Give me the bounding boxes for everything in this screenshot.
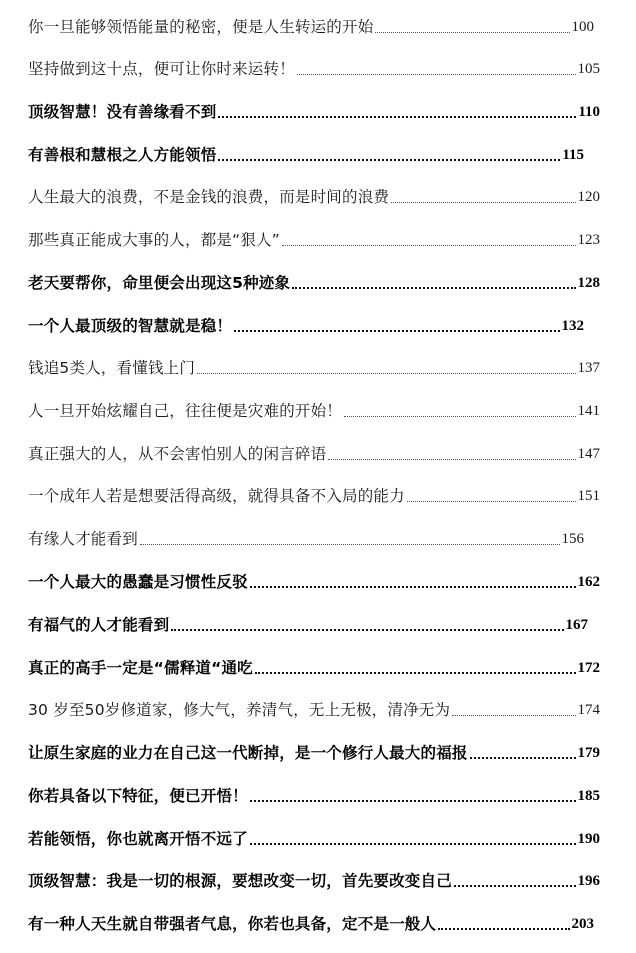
- toc-dot-leader: [344, 416, 575, 417]
- toc-entry-page-number: 190: [577, 831, 600, 847]
- toc-entry[interactable]: [28, 93, 600, 123]
- toc-entry[interactable]: [28, 264, 600, 294]
- toc-dot-leader: [328, 459, 575, 460]
- toc-dot-leader: [470, 757, 576, 759]
- toc-entry[interactable]: [28, 691, 600, 721]
- toc-entry-title: 你一旦能够领悟能量的秘密，便是人生转运的开始: [28, 18, 374, 36]
- toc-entry-page-number: 115: [562, 147, 584, 163]
- toc-dot-leader: [197, 373, 575, 374]
- toc-entry-page-number: 185: [577, 788, 600, 804]
- toc-entry[interactable]: [28, 905, 594, 935]
- toc-entry-page-number: 203: [571, 916, 594, 932]
- toc-dot-leader: [171, 629, 563, 631]
- toc-entry-page-number: 100: [571, 19, 594, 35]
- toc-entry[interactable]: [28, 477, 600, 507]
- toc-dot-leader: [218, 159, 560, 161]
- toc-dot-leader: [250, 586, 576, 588]
- toc-entry[interactable]: [28, 307, 584, 337]
- toc-entry[interactable]: [28, 50, 600, 80]
- toc-entry-title: 让原生家庭的业力在自己这一代断掉，是一个修行人最大的福报: [28, 744, 468, 762]
- toc-dot-leader: [140, 544, 560, 545]
- toc-entry-title: 有缘人才能看到: [28, 530, 138, 548]
- toc-entry-title: 有善根和慧根之人方能领悟: [28, 146, 217, 164]
- toc-entry-title: 真正强大的人，从不会害怕别人的闲言碎语: [28, 445, 327, 463]
- toc-dot-leader: [297, 74, 576, 75]
- toc-entry-title: 真正的高手一定是“儒释道“通吃: [28, 659, 253, 677]
- toc-entry-title: 人一旦开始炫耀自己，往往便是灾难的开始！: [28, 402, 343, 420]
- toc-entry[interactable]: [28, 221, 600, 251]
- toc-dot-leader: [292, 287, 575, 289]
- toc-entry[interactable]: [28, 178, 600, 208]
- toc-entry-page-number: 123: [577, 232, 600, 248]
- toc-dot-leader: [250, 800, 576, 802]
- toc-dot-leader: [255, 672, 576, 674]
- toc-entry-title: 一个成年人若是想要活得高级，就得具备不入局的能力: [28, 487, 405, 505]
- toc-entry-title: 顶级智慧！没有善缘看不到: [28, 103, 217, 121]
- toc-entry-title: 若能领悟，你也就离开悟不远了: [28, 830, 248, 848]
- toc-entry-page-number: 179: [577, 745, 600, 761]
- toc-entry-page-number: 174: [577, 702, 600, 718]
- toc-entry-page-number: 128: [577, 275, 600, 291]
- toc-dot-leader: [391, 202, 575, 203]
- toc-dot-leader: [454, 885, 576, 887]
- toc-dot-leader: [438, 928, 569, 930]
- toc-entry[interactable]: [28, 862, 600, 892]
- toc-entry-page-number: 162: [577, 574, 600, 590]
- toc-entry-page-number: 147: [577, 446, 600, 462]
- toc-entry-page-number: 137: [577, 360, 600, 376]
- toc-entry-title: 钱追5类人，看懂钱上门: [28, 359, 196, 377]
- toc-entry[interactable]: [28, 8, 594, 38]
- toc-entry-page-number: 132: [561, 318, 584, 334]
- toc-dot-leader: [234, 330, 559, 332]
- toc-entry-title: 有一种人天生就自带强者气息，你若也具备，定不是一般人: [28, 915, 437, 933]
- toc-dot-leader: [452, 715, 575, 716]
- toc-entry[interactable]: [28, 392, 600, 422]
- toc-entry-title: 坚持做到这十点，便可让你时来运转！: [28, 60, 295, 78]
- toc-entry-title: 那些真正能成大事的人，都是“狠人”: [28, 231, 280, 249]
- toc-entry[interactable]: [28, 349, 600, 379]
- toc-entry[interactable]: [28, 435, 600, 465]
- toc-entry[interactable]: [28, 563, 600, 593]
- toc-entry-page-number: 167: [565, 617, 588, 633]
- toc-entry-page-number: 120: [577, 189, 600, 205]
- toc-entry-page-number: 196: [577, 873, 600, 889]
- toc-entry[interactable]: [28, 777, 600, 807]
- toc-dot-leader: [407, 501, 576, 502]
- toc-entry[interactable]: [28, 734, 600, 764]
- toc-entry-title: 人生最大的浪费，不是金钱的浪费，而是时间的浪费: [28, 188, 390, 206]
- toc-entry[interactable]: [28, 820, 600, 850]
- toc-entry[interactable]: [28, 520, 584, 550]
- toc-entry-title: 30 岁至50岁修道家，修大气，养清气，无上无极，清净无为: [28, 701, 451, 719]
- toc-entry-title: 顶级智慧：我是一切的根源，要想改变一切，首先要改变自己: [28, 872, 452, 890]
- toc-entry-title: 老天要帮你，命里便会出现这5种迹象: [28, 274, 291, 292]
- toc-entry-title: 一个人最顶级的智慧就是稳！: [28, 317, 233, 335]
- toc-entry-page-number: 141: [577, 403, 600, 419]
- toc-entry[interactable]: [28, 606, 588, 636]
- toc-entry-page-number: 156: [561, 531, 584, 547]
- toc-entry-title: 一个人最大的愚蠢是习惯性反驳: [28, 573, 248, 591]
- toc-dot-leader: [250, 843, 576, 845]
- toc-entry-page-number: 172: [577, 660, 600, 676]
- toc-entry[interactable]: [28, 649, 600, 679]
- toc-entry-page-number: 105: [577, 61, 600, 77]
- toc-entry-page-number: 151: [577, 488, 600, 504]
- toc-entry-page-number: 110: [578, 104, 600, 120]
- toc-entry-title: 你若具备以下特征，便已开悟！: [28, 787, 248, 805]
- toc-dot-leader: [218, 116, 576, 118]
- toc-dot-leader: [375, 32, 569, 33]
- toc-entry-title: 有福气的人才能看到: [28, 616, 170, 634]
- toc-entry[interactable]: [28, 136, 584, 166]
- toc-dot-leader: [282, 245, 576, 246]
